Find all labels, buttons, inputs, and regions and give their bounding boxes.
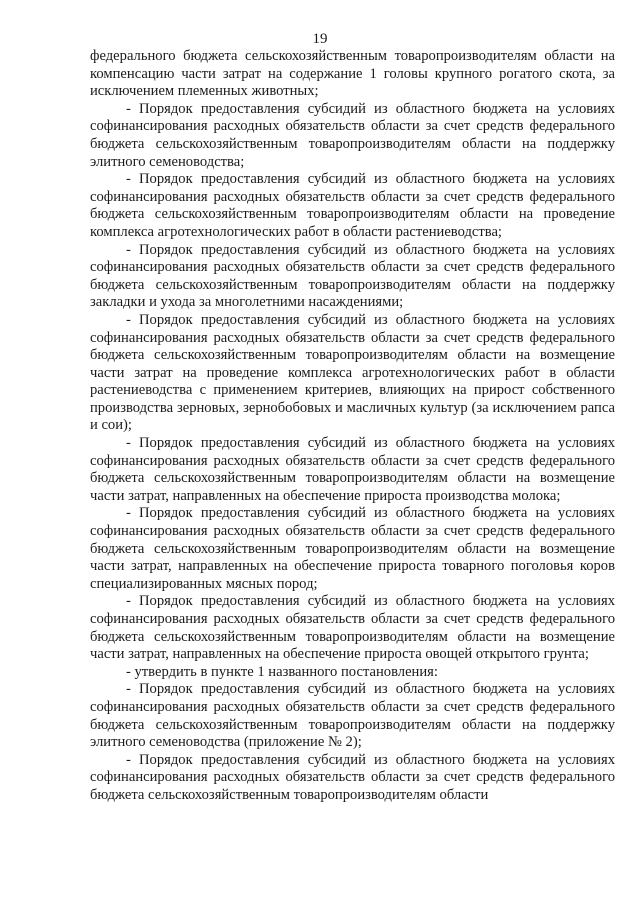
- paragraph-trailing: - Порядок предоставления субсидий из областного бюджета на условиях софинансирования расходных обязательств области за счет средств федерального бюджета сельскохозяйственным товаропроизводителям области: [90, 751, 615, 803]
- page-number: 19: [312, 31, 328, 47]
- paragraph-elite-seed-support: - Порядок предоставления субсидий из областного бюджета на условиях софинансирования расходных обязательств области за счет средств федерального бюджета сельскохозяйственным товаропроизводителям области на поддержку элитного семеноводства;: [90, 100, 615, 170]
- paragraph-milk-production: - Порядок предоставления субсидий из областного бюджета на условиях софинансирования расходных обязательств области за счет средств федерального бюджета сельскохозяйственным товаропроизводителям области на возмещение части затрат, направленных на обеспечение прироста производства молока;: [90, 435, 615, 504]
- paragraph-approve-item-1: - утвердить в пункте 1 названного постановления:: [126, 663, 438, 680]
- document-body: [90, 48, 615, 805]
- paragraph-beef-cattle: - Порядок предоставления субсидий из областного бюджета на условиях софинансирования расходных обязательств области за счет средств федерального бюджета сельскохозяйственным товаропроизводителям области на возмещение части затрат, направленных на обеспечение прироста товарного поголовья коров специализированных мясных пород;: [90, 505, 615, 592]
- paragraph-agrotech-works: - Порядок предоставления субсидий из областного бюджета на условиях софинансирования расходных обязательств области за счет средств федерального бюджета сельскохозяйственным товаропроизводителям области на проведение комплекса агротехнологических работ в области растениеводства;: [90, 171, 615, 240]
- paragraph-grain-oilseed-growth: - Порядок предоставления субсидий из областного бюджета на условиях софинансирования расходных обязательств области за счет средств федерального бюджета сельскохозяйственным товаропроизводителям области на возмещение части затрат на проведение комплекса агротехнологических работ в области растениеводства с применением критериев, влияющих на прирост собственного производства зерновых, зернобобовых и масличных культур (за исключением рапса и сои);: [90, 311, 615, 434]
- paragraph-continuation: федерального бюджета сельскохозяйственным товаропроизводителям области на компенсацию части затрат на содержание 1 головы крупного рогатого скота, за исключением племенных животных;: [90, 48, 615, 100]
- paragraph-perennial-plantings: - Порядок предоставления субсидий из областного бюджета на условиях софинансирования расходных обязательств области за счет средств федерального бюджета сельскохозяйственным товаропроизводителям области на поддержку закладки и ухода за многолетними насаждениями;: [90, 241, 615, 311]
- paragraph-open-ground-vegetables: - Порядок предоставления субсидий из областного бюджета на условиях софинансирования расходных обязательств области за счет средств федерального бюджета сельскохозяйственным товаропроизводителям области на возмещение части затрат, направленных на обеспечение прироста овощей открытого грунта;: [90, 593, 615, 663]
- paragraph-appendix-2: - Порядок предоставления субсидий из областного бюджета на условиях софинансирования расходных обязательств области за счет средств федерального бюджета сельскохозяйственным товаропроизводителям области на поддержку элитного семеноводства (приложение № 2);: [90, 681, 615, 751]
